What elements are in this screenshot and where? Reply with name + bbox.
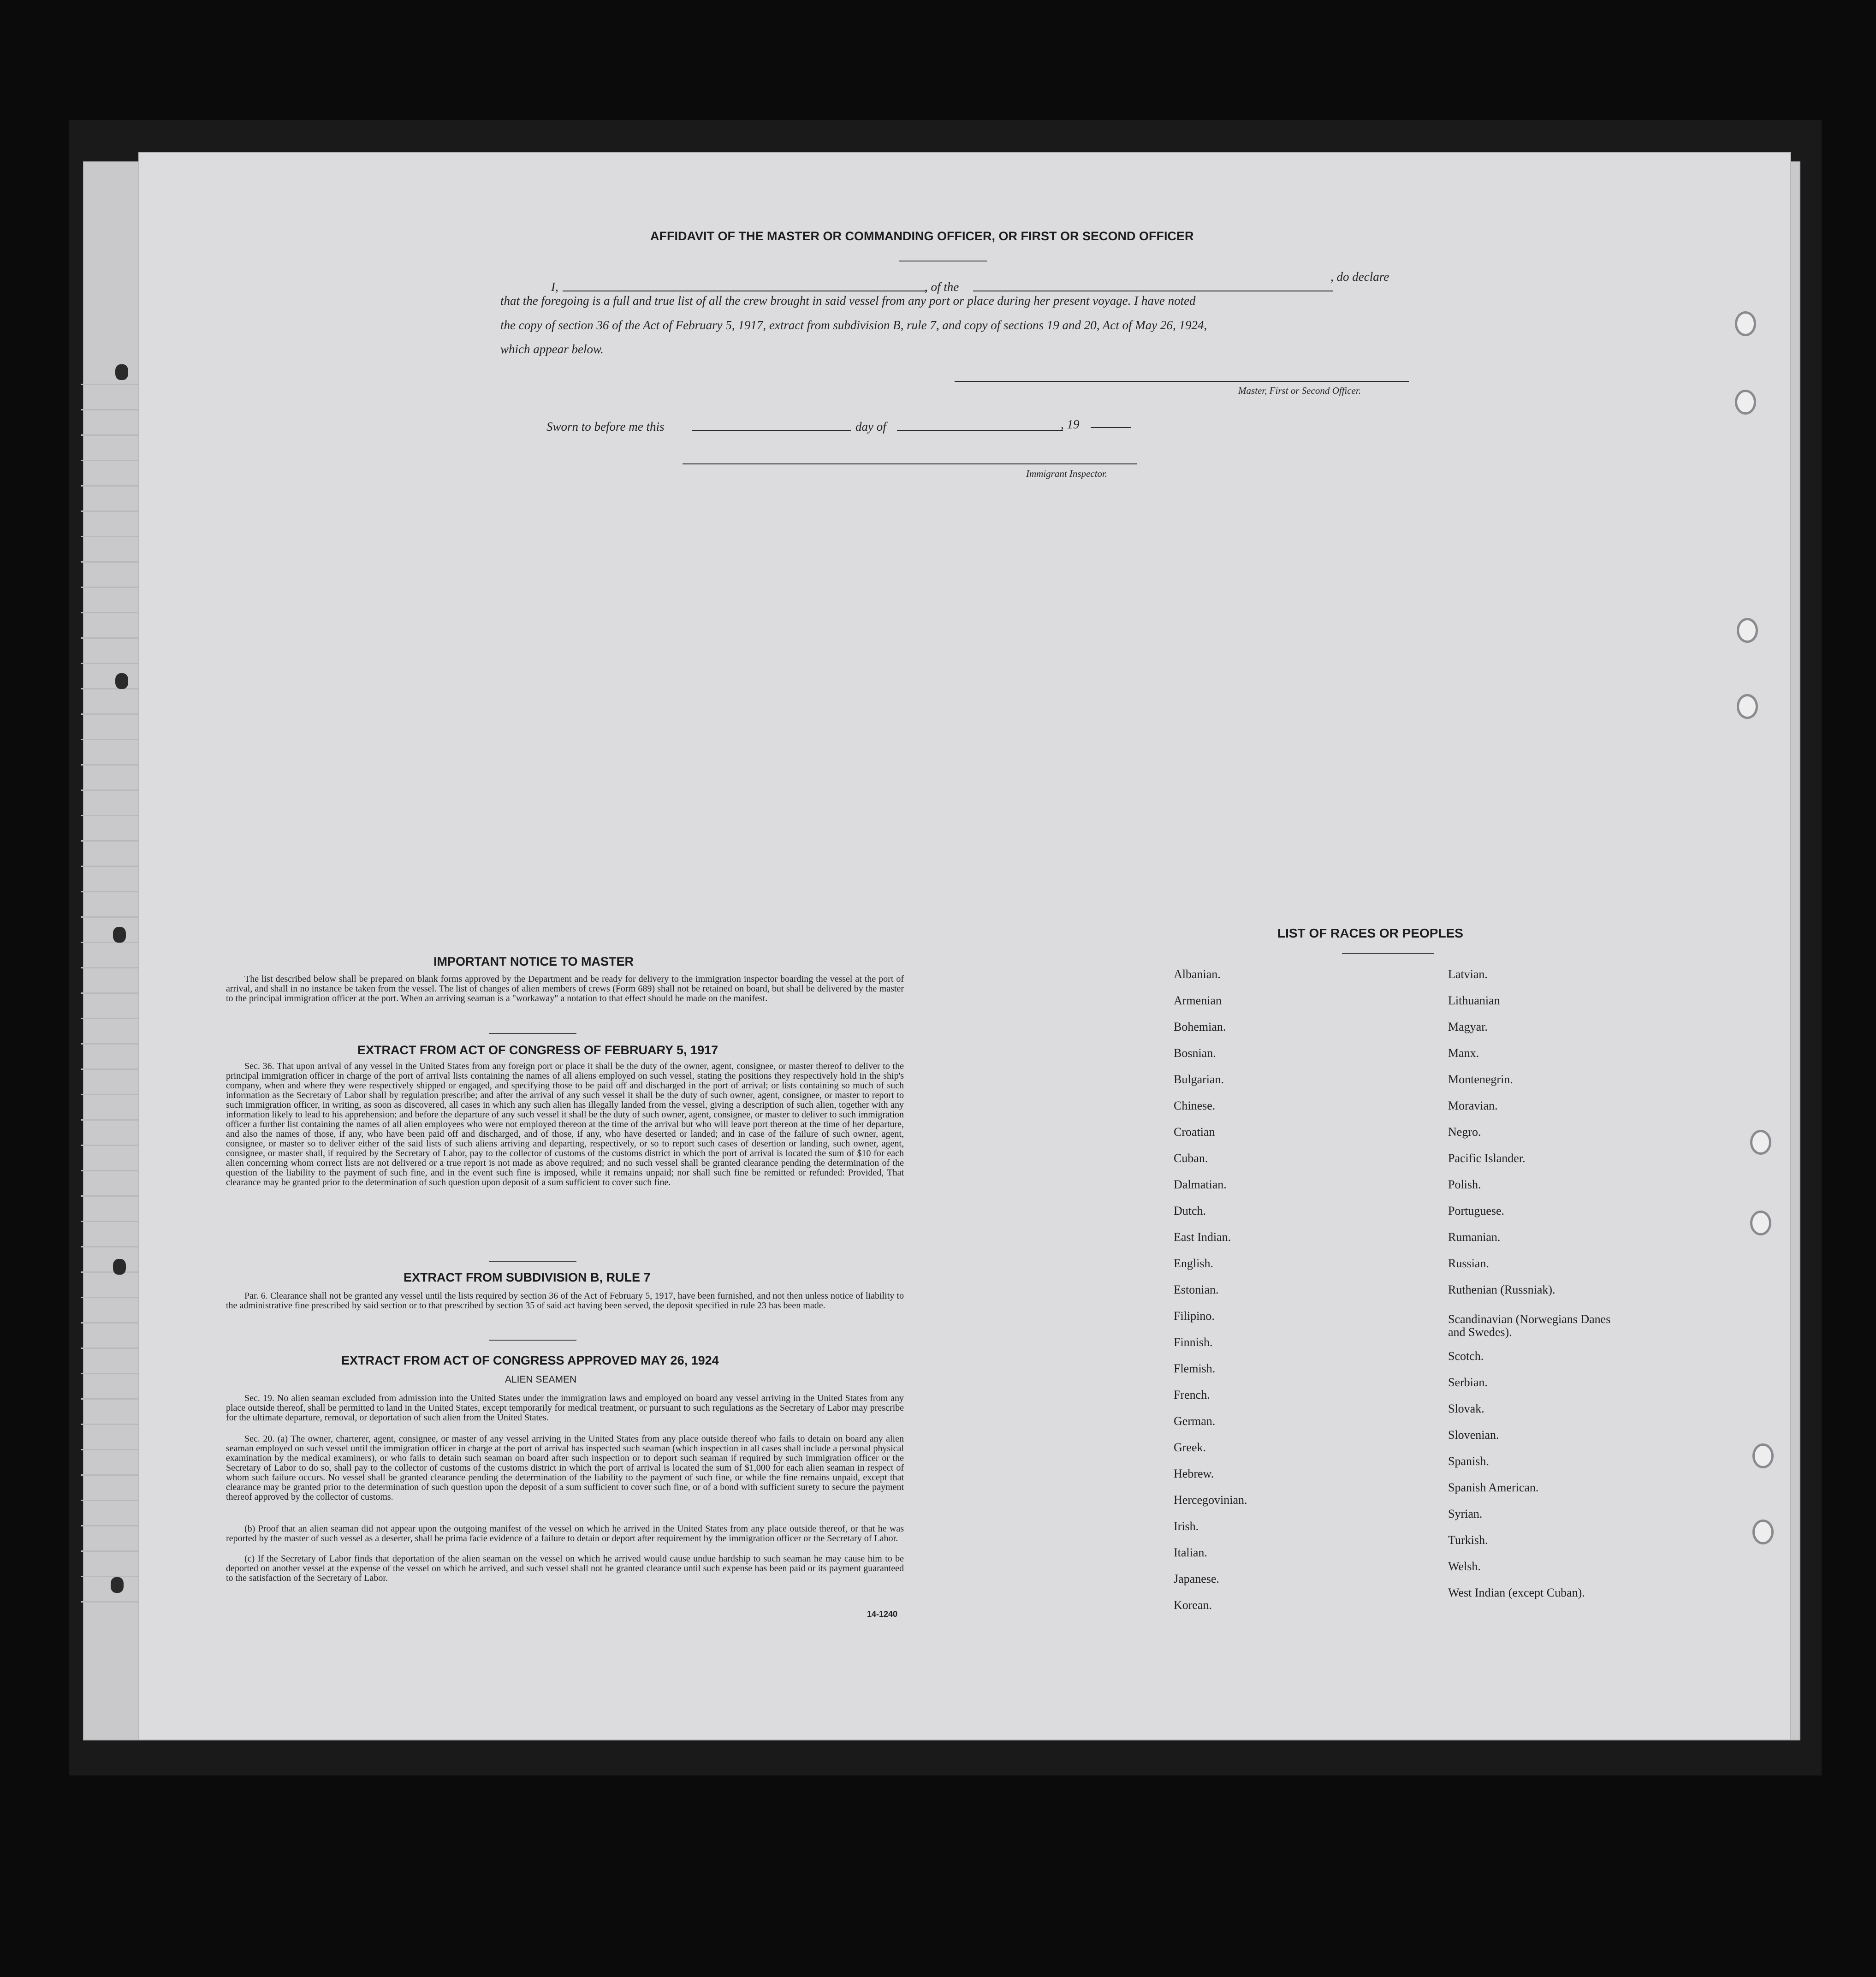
notice-title: IMPORTANT NOTICE TO MASTER [433, 955, 634, 968]
race-item: Moravian. [1448, 1099, 1498, 1112]
race-item: Ruthenian (Russniak). [1448, 1283, 1555, 1296]
form-page [138, 152, 1791, 1740]
master-signature-caption: Master, First or Second Officer. [1238, 385, 1361, 396]
race-item: Spanish. [1448, 1455, 1489, 1468]
race-item: Spanish American. [1448, 1481, 1539, 1494]
races-title: LIST OF RACES OR PEOPLES [1277, 926, 1463, 940]
race-item: Cuban. [1174, 1152, 1208, 1165]
race-item: Magyar. [1448, 1020, 1488, 1033]
race-item: Russian. [1448, 1257, 1489, 1270]
punch-hole-mark [111, 1577, 124, 1593]
race-item: Dutch. [1174, 1204, 1206, 1217]
extract-1917-text: Sec. 36. That upon arrival of any vessel in the United States from any foreign port or place it shall be the duty of the owner, agent, consignee, or master thereof to deliver to the principal immigration officer in charge of the port of arrival lists containing the names of all aliens employed on such vessel, stating the positions they respectively hold in the ship's company, when and where they were respectively shipped or engaged, and specifying those to be paid off and discharged in the port of arrival; or lists containing so much of such information as the Secretary of Labor shall by regulation prescribe; and after the arrival of any such vessel it shall be the duty of such owner, agent, consignee, or master to report to such immigration officer, in writing, as soon as discovered, all cases in which any such alien has illegally landed from the vessel, giving a description of such alien, together with any information likely to lead to his apprehension; and before the departure of any such vessel it shall be the duty of such owner, agent, consignee, or master to deliver to such immigration officer a further list containing the names of all alien employees who were not employed thereon at the time of the arrival but who will leave port thereon at the time of her departure, and also the names of those, if any, who have been paid off and discharged, and of those, if any, who have deserted or landed; and in case of the failure of such owner, agent, consignee, or master so to deliver either of the said lists of such aliens arriving and departing, respectively, or so to report such cases of desertion or landing, such owner, agent, consignee, or master shall, if required by the Secretary of Labor, pay to the collector of customs of the customs district in which the port of arrival is located the sum of $10 for each alien concerning whom correct lists are not delivered or a true report is not made as above required; and no such vessel shall be granted clearance pending the determination of the question of the liability to the payment of such fine, and in the event such fine is imposed, while it remains unpaid; nor shall such fine be remitted or refunded: Provided, That clearance may be granted prior to the determination of such question upon deposit of a sum sufficient to cover such fine. [226, 1061, 904, 1187]
extract-1917-rule [489, 1261, 576, 1262]
race-item: Rumanian. [1448, 1230, 1501, 1244]
race-item: Italian. [1174, 1546, 1207, 1559]
binder-hole [1752, 1443, 1774, 1468]
race-item: Japanese. [1174, 1572, 1219, 1585]
race-item: Estonian. [1174, 1283, 1219, 1296]
race-item: Albanian. [1174, 968, 1221, 981]
form-number: 14-1240 [867, 1609, 898, 1619]
race-item: Slovenian. [1448, 1428, 1499, 1442]
race-item: Flemish. [1174, 1362, 1216, 1375]
extract-1924-subtitle: ALIEN SEAMEN [505, 1374, 577, 1385]
affidavit-declare: , do declare [1330, 270, 1389, 284]
race-item: Greek. [1174, 1441, 1206, 1454]
affidavit-line-4: which appear below. [500, 342, 604, 356]
race-item: Scotch. [1448, 1349, 1484, 1363]
punch-hole-mark [113, 927, 126, 943]
affidavit-line-2: that the foregoing is a full and true list of all the crew brought in said vessel from any port or place during her present voyage. I have noted [500, 294, 1196, 308]
inspector-caption: Immigrant Inspector. [1026, 468, 1108, 479]
race-item: German. [1174, 1414, 1216, 1428]
extract-rule7-text: Par. 6. Clearance shall not be granted any vessel until the lists required by section 36 of the Act of February 5, 1917, have been furnished, and not then unless notice of liability to the administrative fine prescribed by said section or to that prescribed by section 35 of said act having been served, the deposit specified in rule 23 has been made. [226, 1291, 904, 1311]
race-item: Filipino. [1174, 1309, 1215, 1323]
race-item: Negro. [1448, 1125, 1481, 1139]
race-item: Croatian [1174, 1125, 1215, 1139]
race-item: French. [1174, 1388, 1210, 1401]
sworn-month-line[interactable] [897, 430, 1063, 431]
binder-hole [1737, 618, 1758, 643]
sworn-text: Sworn to before me this [546, 420, 665, 433]
race-item: Pacific Islander. [1448, 1152, 1526, 1165]
binder-hole [1750, 1211, 1771, 1235]
binder-hole [1750, 1130, 1771, 1155]
punch-hole-mark [115, 364, 128, 380]
extract-1924-sec20b: (b) Proof that an alien seaman did not appear upon the outgoing manifest of the vessel on which he arrived in the United States from any place outside thereof, or that he was reported by the master of such vessel as a deserter, shall be prima facie evidence of a failure to detain or deport after requirement by the immigration officer or the Secretary of Labor. [226, 1524, 904, 1544]
race-item: Lithuanian [1448, 994, 1500, 1007]
notice-rule [489, 1033, 576, 1034]
binder-hole [1737, 694, 1758, 719]
punch-hole-mark [113, 1259, 126, 1275]
races-title-rule [1342, 953, 1434, 954]
race-item: Serbian. [1448, 1376, 1488, 1389]
race-item: Bosnian. [1174, 1046, 1216, 1060]
extract-1924-sec19: Sec. 19. No alien seaman excluded from admission into the United States under the immigration laws and employed on board any vessel arriving in the United States from any place outside thereof, shall be permitted to land in the United States, except temporarily for medical treatment, or pursuant to such regulations as the Secretary of Labor may prescribe for the ultimate departure, removal, or deportation of such alien from the United States. [226, 1393, 904, 1423]
extract-1917-title: EXTRACT FROM ACT OF CONGRESS OF FEBRUARY 5, 1917 [357, 1043, 718, 1057]
race-item: Irish. [1174, 1520, 1199, 1533]
race-item: Slovak. [1448, 1402, 1484, 1415]
race-item: English. [1174, 1257, 1213, 1270]
sworn-year-line[interactable] [1091, 427, 1131, 428]
race-item: Hercegovinian. [1174, 1493, 1247, 1507]
race-item: Manx. [1448, 1046, 1479, 1060]
race-item: Portuguese. [1448, 1204, 1505, 1217]
race-item: Armenian [1174, 994, 1222, 1007]
extract-rule7-rule [489, 1340, 576, 1341]
sworn-day-line[interactable] [692, 430, 851, 431]
binder-hole [1752, 1520, 1774, 1544]
sworn-year-prefix: , 19 [1061, 417, 1080, 431]
extract-1924-sec20a: Sec. 20. (a) The owner, charterer, agent, consignee, or master of any vessel arriving in the United States from any place outside thereof who fails to detain on board any alien seaman employed on such vessel until the immigration officer in charge at the port of arrival has inspected such seaman (which inspection in all cases shall include a personal physical examination by the medical examiners), or who fails to detain such seaman on board after such inspection or to deport such seaman if required by such immigration officer or the Secretary of Labor to do so, shall pay to the collector of customs of the customs district in which the port of arrival is located the sum of $1,000 for each alien seaman in respect of whom such failure occurs. No vessel shall be granted clearance pending the determination of the liability to the payment of such fine, or while the fine remains unpaid, except that clearance may be granted prior to the determination of such question upon the deposit of a sum sufficient to cover such fine, or of a bond with sufficient surety to secure the payment thereof approved by the collector of customs. [226, 1434, 904, 1502]
race-item: Korean. [1174, 1598, 1212, 1612]
affidavit-of-the: , of the [925, 280, 959, 294]
inspector-signature-line[interactable] [683, 463, 1137, 464]
race-item: Bohemian. [1174, 1020, 1226, 1033]
race-item: Syrian. [1448, 1507, 1483, 1520]
race-item: Scandinavian (Norwegians Danes and Swedes). [1448, 1312, 1611, 1339]
affidavit-title: AFFIDAVIT OF THE MASTER OR COMMANDING OFFICER, OR FIRST OR SECOND OFFICER [650, 229, 1194, 243]
affidavit-i: I, [551, 280, 558, 294]
affidavit-line-3: the copy of section 36 of the Act of February 5, 1917, extract from subdivision B, rule 7, and copy of sections 19 and 20, Act of May 26, 1924, [500, 318, 1207, 332]
notice-text: The list described below shall be prepared on blank forms approved by the Department and be ready for delivery to the immigration inspector boarding the vessel at the port of arrival, and shall in no instance be taken from the vessel. The list of changes of alien members of crews (Form 689) shall not be retained on board, but shall be delivered by the master to the principal immigration officer at the port. When an arriving seaman is a "workaway" a notation to that effect should be made on the manifest. [226, 974, 904, 1003]
race-item: Dalmatian. [1174, 1178, 1227, 1191]
race-item: Chinese. [1174, 1099, 1216, 1112]
race-item: Turkish. [1448, 1533, 1488, 1547]
extract-1924-sec20c: (c) If the Secretary of Labor finds that deportation of the alien seaman on the vessel on which he arrived would cause undue hardship to such seaman he may cause him to be deported on another vessel at the expense of the vessel on which he arrived, and such vessel shall not be granted clearance until such expense has been paid or its payment guaranteed to the satisfaction of the Secretary of Labor. [226, 1554, 904, 1583]
extract-1924-title: EXTRACT FROM ACT OF CONGRESS APPROVED MAY 26, 1924 [341, 1354, 719, 1367]
race-item: Bulgarian. [1174, 1073, 1224, 1086]
race-item: Montenegrin. [1448, 1073, 1513, 1086]
sworn-day-of: day of [855, 420, 886, 433]
binder-hole [1735, 311, 1756, 336]
punch-hole-mark [115, 673, 128, 689]
race-item: Polish. [1448, 1178, 1481, 1191]
master-signature-line[interactable] [955, 381, 1409, 382]
race-item: Latvian. [1448, 968, 1488, 981]
race-item: Welsh. [1448, 1560, 1481, 1573]
race-item: East Indian. [1174, 1230, 1231, 1244]
race-item: Finnish. [1174, 1336, 1213, 1349]
extract-rule7-title: EXTRACT FROM SUBDIVISION B, RULE 7 [404, 1271, 651, 1284]
binder-hole [1735, 390, 1756, 415]
race-item: Hebrew. [1174, 1467, 1214, 1480]
race-item: West Indian (except Cuban). [1448, 1586, 1585, 1599]
